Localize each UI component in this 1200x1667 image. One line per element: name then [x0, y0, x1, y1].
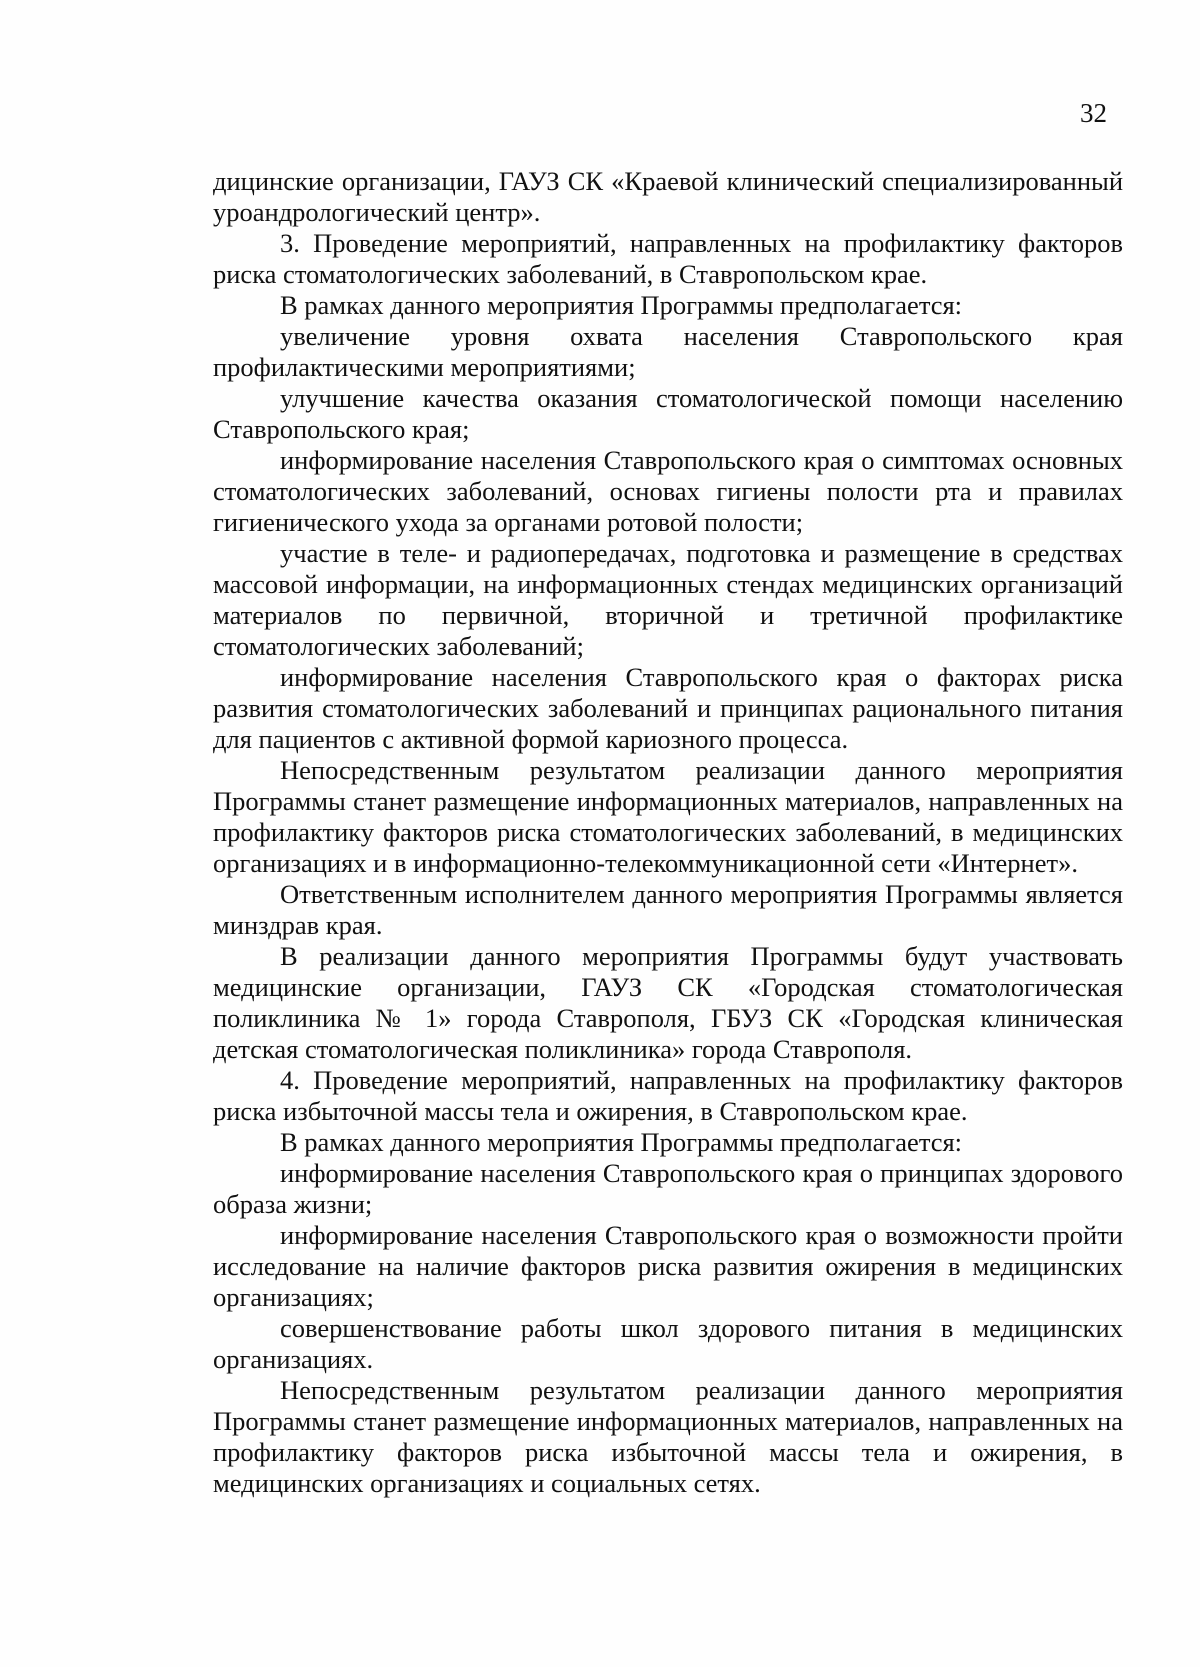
paragraph: В рамках данного мероприятия Программы предполагается: [280, 290, 963, 320]
paragraph: Ответственным исполнителем данного мероприятия Программы является минздрав края. [213, 879, 1123, 940]
paragraph: информирование населения Ставропольского края о возможности пройти исследование на наличие факторов риска развития ожирения в медицинских организациях; [213, 1220, 1123, 1312]
body-text [213, 166, 1123, 1499]
paragraph: участие в теле- и радиопередачах, подготовка и размещение в средствах массовой информации, на информационных стендах медицинских организаций материалов по первичной, вторичной и третичной профилактике стоматологических заболеваний; [213, 538, 1123, 661]
paragraph: В рамках данного мероприятия Программы предполагается: [280, 1127, 963, 1157]
paragraph: дицинские организации, ГАУЗ СК «Краевой клинический специализированный уроандрологический центр». [213, 166, 1123, 227]
paragraph: увеличение уровня охвата населения Ставропольского края профилактическими мероприятиями; [213, 321, 1123, 382]
paragraph: Непосредственным результатом реализации данного мероприятия Программы станет размещение информационных материалов, направленных на профилактику факторов риска избыточной массы тела и ожирения, в медицинских организациях и социальных сетях. [213, 1375, 1123, 1498]
paragraph: 3. Проведение мероприятий, направленных на профилактику факторов риска стоматологических заболеваний, в Ставропольском крае. [213, 228, 1123, 289]
paragraph: улучшение качества оказания стоматологической помощи населению Ставропольского края; [213, 383, 1123, 444]
paragraph: совершенствование работы школ здорового питания в медицинских организациях. [213, 1313, 1123, 1374]
paragraph: Непосредственным результатом реализации данного мероприятия Программы станет размещение информационных материалов, направленных на профилактику факторов риска стоматологических заболеваний, в медицинских организациях и в информационно-телекоммуникационной сети «Интернет». [213, 755, 1123, 878]
paragraph: информирование населения Ставропольского края о факторах риска развития стоматологических заболеваний и принципах рационального питания для пациентов с активной формой кариозного процесса. [213, 662, 1123, 754]
paragraph: информирование населения Ставропольского края о принципах здорового образа жизни; [213, 1158, 1123, 1219]
paragraph: 4. Проведение мероприятий, направленных на профилактику факторов риска избыточной массы тела и ожирения, в Ставропольском крае. [213, 1065, 1123, 1126]
paragraph: В реализации данного мероприятия Программы будут участвовать медицинские организации, ГАУЗ СК «Городская стоматологическая поликлиника № 1» города Ставрополя, ГБУЗ СК «Городская клиническая детская стоматологическая поликлиника» города Ставрополя. [213, 941, 1123, 1064]
page-number: 32 [1080, 98, 1107, 128]
paragraph: информирование населения Ставропольского края о симптомах основных стоматологических заболеваний, основах гигиены полости рта и правилах гигиенического ухода за органами ротовой полости; [213, 445, 1123, 537]
